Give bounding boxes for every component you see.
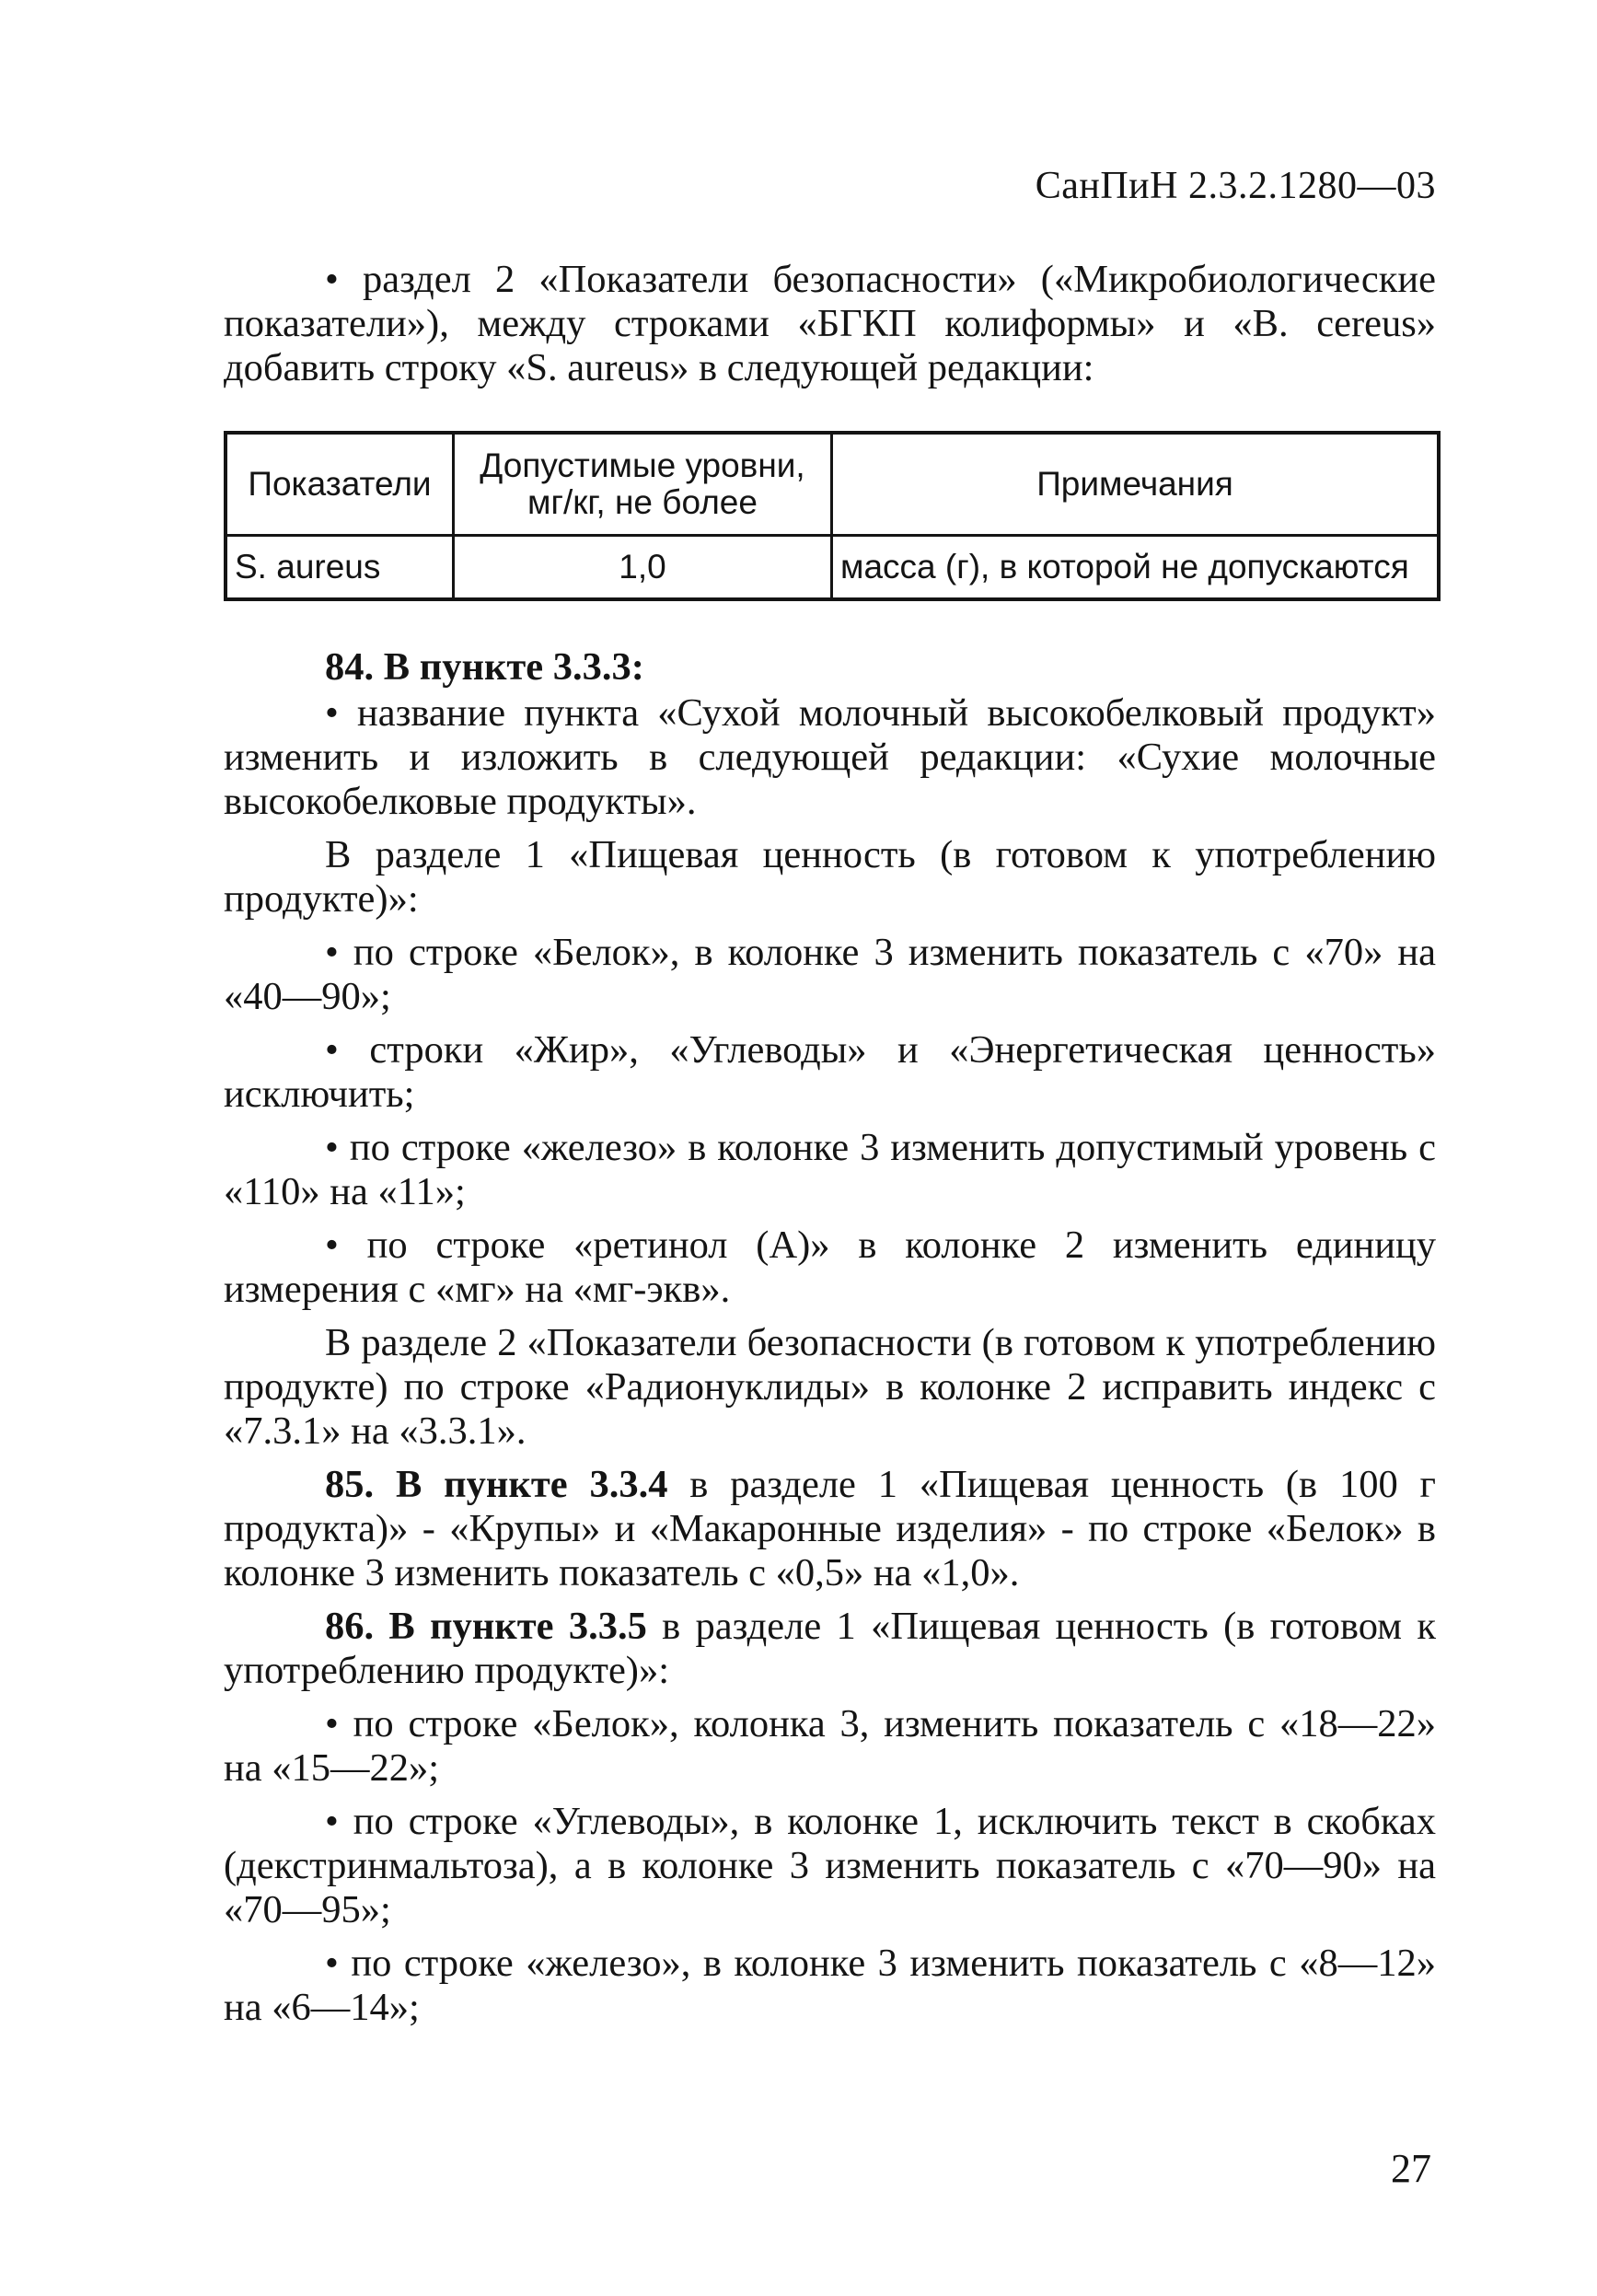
table-cell: S. aureus [226, 536, 454, 600]
table-header-cell: Допустимые уровни, мг/кг, не более [454, 433, 832, 536]
section-84-bullet: • по строке «Белок», в колонке 3 изменить показатель с «70» на «40—90»; [224, 931, 1436, 1018]
section-86-bullet: • по строке «железо», в колонке 3 изменить показатель с «8—12» на «6—14»; [224, 1942, 1436, 2029]
section-84-bullet: • название пункта «Сухой молочный высокобелковый продукт» изменить и изложить в следующей редакции: «Сухие молочные высокобелковые продукты». [224, 691, 1436, 823]
section-86-lead: 86. В пункте 3.3.5 [325, 1605, 647, 1648]
section-85-lead: 85. В пункте 3.3.4 [325, 1463, 668, 1506]
section-86-paragraph [224, 1605, 1436, 1693]
table-header-cell: Показатели [226, 433, 454, 536]
page-number: 27 [1391, 2146, 1431, 2191]
table-cell: масса (г), в которой не допускаются [832, 536, 1440, 600]
section-84-heading: 84. В пункте 3.3.3: [325, 645, 644, 689]
indicators-table [224, 431, 1441, 601]
table-cell: 1,0 [454, 536, 832, 600]
section-84-paragraph: В разделе 1 «Пищевая ценность (в готовом к употреблению продукте)»: [224, 833, 1436, 921]
table-header-cell: Примечания [832, 433, 1440, 536]
table-header-row [226, 433, 1439, 536]
document-code-header: СанПиН 2.3.2.1280—03 [1035, 165, 1436, 207]
section-84-bullet: • по строке «ретинол (А)» в колонке 2 изменить единицу измерения с «мг» на «мг-экв». [224, 1223, 1436, 1311]
intro-bullet: • раздел 2 «Показатели безопасности» («Микробиологические показатели»), между строками «БГКП колиформы» и «B. cereus» добавить строку «S. aureus» в следующей редакции: [224, 258, 1436, 389]
document-body [224, 258, 1436, 2039]
section-85-paragraph [224, 1463, 1436, 1595]
section-86-text: в разделе 1 «Пищевая ценность (в готовом к употреблению продукте)»: [224, 1605, 1436, 1692]
section-84-bullet: • строки «Жир», «Углеводы» и «Энергетическая ценность» исключить; [224, 1028, 1436, 1116]
section-84-bullet: • по строке «железо» в колонке 3 изменить допустимый уровень с «110» на «11»; [224, 1126, 1436, 1213]
section-85-text: в разделе 1 «Пищевая ценность (в 100 г продукта)» - «Крупы» и «Макаронные изделия» - по строке «Белок» в колонке 3 изменить показатель с «0,5» на «1,0». [224, 1463, 1436, 1594]
section-84-paragraph: В разделе 2 «Показатели безопасности (в готовом к употреблению продукте) по строке «Радионуклиды» в колонке 2 исправить индекс с «7.3.1» на «3.3.1». [224, 1321, 1436, 1453]
table-row [226, 536, 1439, 600]
section-86-bullet: • по строке «Углеводы», в колонке 1, исключить текст в скобках (декстринмальтоза), а в колонке 3 изменить показатель с «70—90» на «70—95»; [224, 1800, 1436, 1931]
section-86-bullet: • по строке «Белок», колонка 3, изменить показатель с «18—22» на «15—22»; [224, 1702, 1436, 1790]
